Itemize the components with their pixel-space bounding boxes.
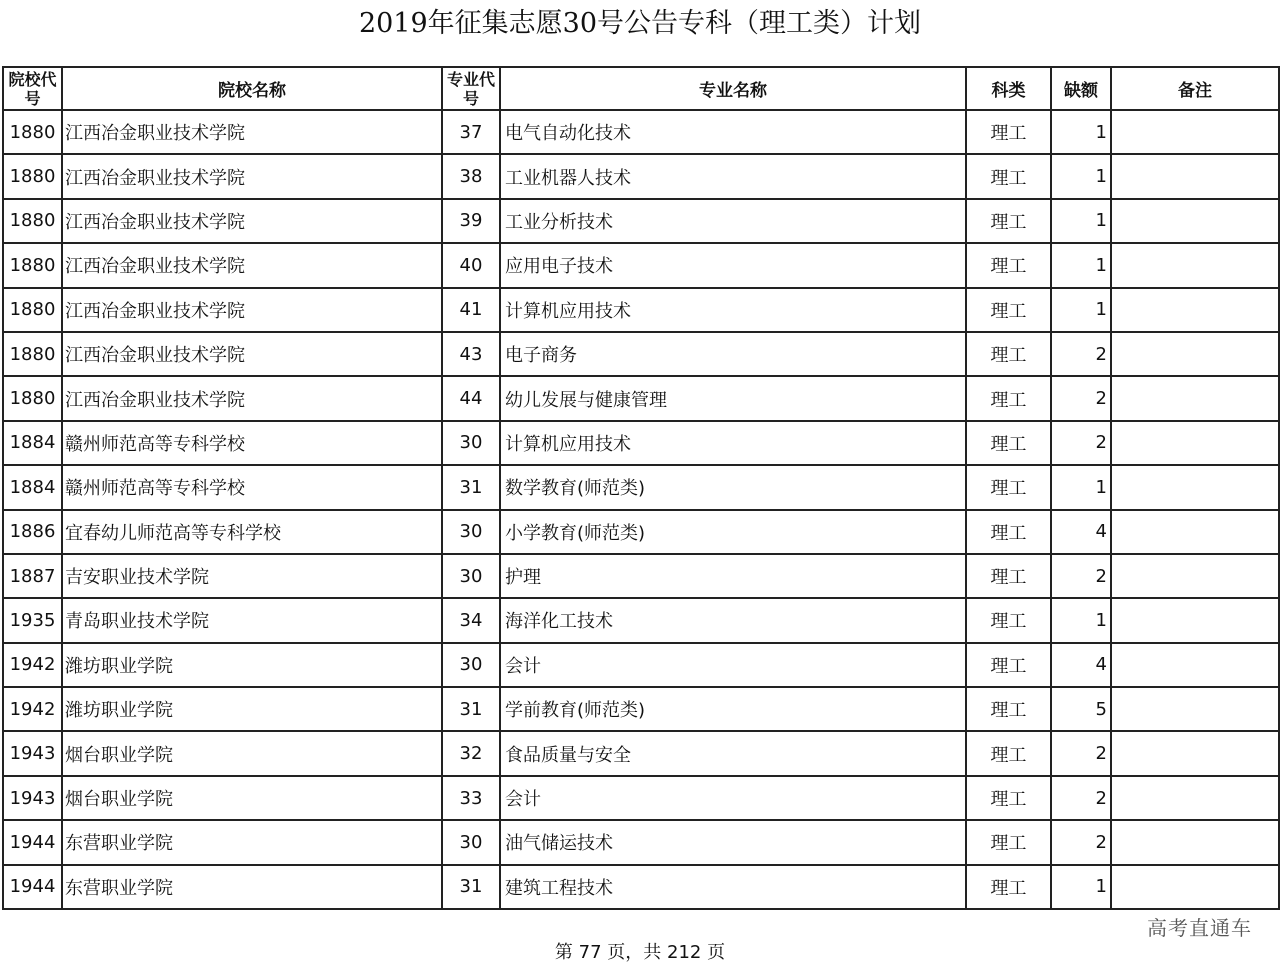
header-note: 备注 [1111,67,1279,110]
cell-school-code: 1880 [3,154,62,198]
cell-note [1111,643,1279,687]
cell-category: 理工 [966,554,1051,598]
cell-major-name: 数学教育(师范类) [500,465,966,509]
cell-major-name: 计算机应用技术 [500,421,966,465]
cell-school-name: 东营职业学院 [62,865,442,909]
cell-category: 理工 [966,154,1051,198]
cell-category: 理工 [966,687,1051,731]
cell-school-code: 1884 [3,465,62,509]
header-category: 科类 [966,67,1051,110]
cell-category: 理工 [966,243,1051,287]
cell-major-code: 30 [442,510,500,554]
cell-major-code: 30 [442,554,500,598]
table-row [3,199,1279,243]
cell-category: 理工 [966,510,1051,554]
cell-school-name: 青岛职业技术学院 [62,598,442,642]
cell-major-code: 37 [442,110,500,154]
cell-quota: 1 [1051,598,1111,642]
cell-school-name: 江西冶金职业技术学院 [62,376,442,420]
cell-major-code: 39 [442,199,500,243]
cell-school-code: 1880 [3,110,62,154]
cell-quota: 4 [1051,510,1111,554]
cell-major-name: 电子商务 [500,332,966,376]
cell-school-code: 1880 [3,243,62,287]
cell-note [1111,243,1279,287]
cell-major-name: 建筑工程技术 [500,865,966,909]
cell-major-name: 应用电子技术 [500,243,966,287]
cell-school-code: 1880 [3,332,62,376]
header-major-name: 专业名称 [500,67,966,110]
cell-note [1111,598,1279,642]
cell-major-code: 31 [442,687,500,731]
cell-major-code: 40 [442,243,500,287]
cell-school-name: 潍坊职业学院 [62,687,442,731]
cell-school-code: 1942 [3,643,62,687]
cell-school-code: 1880 [3,199,62,243]
cell-school-name: 江西冶金职业技术学院 [62,243,442,287]
cell-major-code: 41 [442,288,500,332]
table-row [3,598,1279,642]
table-row [3,820,1279,864]
cell-category: 理工 [966,865,1051,909]
cell-school-code: 1884 [3,421,62,465]
cell-category: 理工 [966,376,1051,420]
cell-category: 理工 [966,820,1051,864]
table-row [3,731,1279,775]
cell-major-code: 30 [442,421,500,465]
cell-school-code: 1886 [3,510,62,554]
cell-school-name: 潍坊职业学院 [62,643,442,687]
table-row [3,110,1279,154]
cell-major-code: 32 [442,731,500,775]
cell-major-code: 31 [442,865,500,909]
cell-quota: 1 [1051,154,1111,198]
cell-major-code: 38 [442,154,500,198]
cell-major-name: 幼儿发展与健康管理 [500,376,966,420]
cell-category: 理工 [966,199,1051,243]
cell-major-name: 油气储运技术 [500,820,966,864]
cell-quota: 2 [1051,731,1111,775]
table-row [3,554,1279,598]
cell-school-name: 江西冶金职业技术学院 [62,154,442,198]
cell-quota: 1 [1051,243,1111,287]
cell-category: 理工 [966,643,1051,687]
cell-note [1111,731,1279,775]
table-row [3,154,1279,198]
cell-major-code: 34 [442,598,500,642]
cell-quota: 1 [1051,110,1111,154]
cell-category: 理工 [966,465,1051,509]
cell-category: 理工 [966,288,1051,332]
header-school-name: 院校名称 [62,67,442,110]
cell-note [1111,865,1279,909]
cell-school-name: 江西冶金职业技术学院 [62,332,442,376]
cell-note [1111,776,1279,820]
cell-major-name: 工业分析技术 [500,199,966,243]
cell-major-code: 43 [442,332,500,376]
cell-quota: 2 [1051,421,1111,465]
cell-category: 理工 [966,421,1051,465]
header-quota: 缺额 [1051,67,1111,110]
cell-category: 理工 [966,332,1051,376]
cell-note [1111,199,1279,243]
header-school-code: 院校代号 [3,67,62,110]
cell-school-code: 1944 [3,820,62,864]
cell-category: 理工 [966,731,1051,775]
cell-major-name: 工业机器人技术 [500,154,966,198]
cell-quota: 2 [1051,776,1111,820]
page-title: 2019年征集志愿30号公告专科（理工类）计划 [358,8,922,39]
cell-major-name: 会计 [500,776,966,820]
enrollment-plan-table [2,66,1280,910]
cell-quota: 5 [1051,687,1111,731]
cell-school-name: 宜春幼儿师范高等专科学校 [62,510,442,554]
cell-category: 理工 [966,110,1051,154]
cell-note [1111,421,1279,465]
cell-note [1111,288,1279,332]
cell-note [1111,820,1279,864]
page-footer: 第 77 页，共 212 页 [554,942,726,963]
cell-school-name: 赣州师范高等专科学校 [62,465,442,509]
cell-major-name: 护理 [500,554,966,598]
table-row [3,288,1279,332]
cell-school-code: 1943 [3,776,62,820]
cell-school-code: 1943 [3,731,62,775]
cell-quota: 1 [1051,465,1111,509]
cell-note [1111,465,1279,509]
cell-quota: 4 [1051,643,1111,687]
cell-note [1111,510,1279,554]
cell-major-name: 海洋化工技术 [500,598,966,642]
table-row [3,643,1279,687]
table-row [3,243,1279,287]
cell-quota: 2 [1051,332,1111,376]
table-body [3,110,1279,909]
cell-school-name: 江西冶金职业技术学院 [62,110,442,154]
cell-category: 理工 [966,598,1051,642]
cell-quota: 1 [1051,199,1111,243]
cell-major-name: 小学教育(师范类) [500,510,966,554]
cell-school-code: 1944 [3,865,62,909]
cell-major-name: 学前教育(师范类) [500,687,966,731]
table-header-row [3,67,1279,110]
cell-school-name: 东营职业学院 [62,820,442,864]
cell-quota: 1 [1051,865,1111,909]
cell-school-code: 1942 [3,687,62,731]
table-row [3,376,1279,420]
cell-note [1111,376,1279,420]
table-row [3,332,1279,376]
cell-school-code: 1880 [3,376,62,420]
cell-quota: 2 [1051,554,1111,598]
cell-major-name: 电气自动化技术 [500,110,966,154]
cell-school-name: 烟台职业学院 [62,731,442,775]
cell-category: 理工 [966,776,1051,820]
cell-major-name: 食品质量与安全 [500,731,966,775]
cell-school-code: 1935 [3,598,62,642]
cell-major-code: 30 [442,820,500,864]
table-row [3,421,1279,465]
cell-major-name: 计算机应用技术 [500,288,966,332]
cell-school-name: 江西冶金职业技术学院 [62,199,442,243]
cell-quota: 1 [1051,288,1111,332]
table-row [3,510,1279,554]
cell-major-code: 33 [442,776,500,820]
cell-note [1111,332,1279,376]
cell-school-name: 赣州师范高等专科学校 [62,421,442,465]
cell-major-name: 会计 [500,643,966,687]
cell-quota: 2 [1051,820,1111,864]
table-row [3,687,1279,731]
cell-school-name: 吉安职业技术学院 [62,554,442,598]
cell-school-code: 1880 [3,288,62,332]
table-row [3,465,1279,509]
table-row [3,776,1279,820]
cell-major-code: 30 [442,643,500,687]
watermark-text: 高考直通车 [1147,916,1252,940]
cell-major-code: 44 [442,376,500,420]
cell-major-code: 31 [442,465,500,509]
cell-quota: 2 [1051,376,1111,420]
cell-note [1111,154,1279,198]
cell-note [1111,110,1279,154]
header-major-code: 专业代号 [442,67,500,110]
table-row [3,865,1279,909]
cell-school-name: 烟台职业学院 [62,776,442,820]
cell-note [1111,687,1279,731]
cell-note [1111,554,1279,598]
cell-school-name: 江西冶金职业技术学院 [62,288,442,332]
cell-school-code: 1887 [3,554,62,598]
